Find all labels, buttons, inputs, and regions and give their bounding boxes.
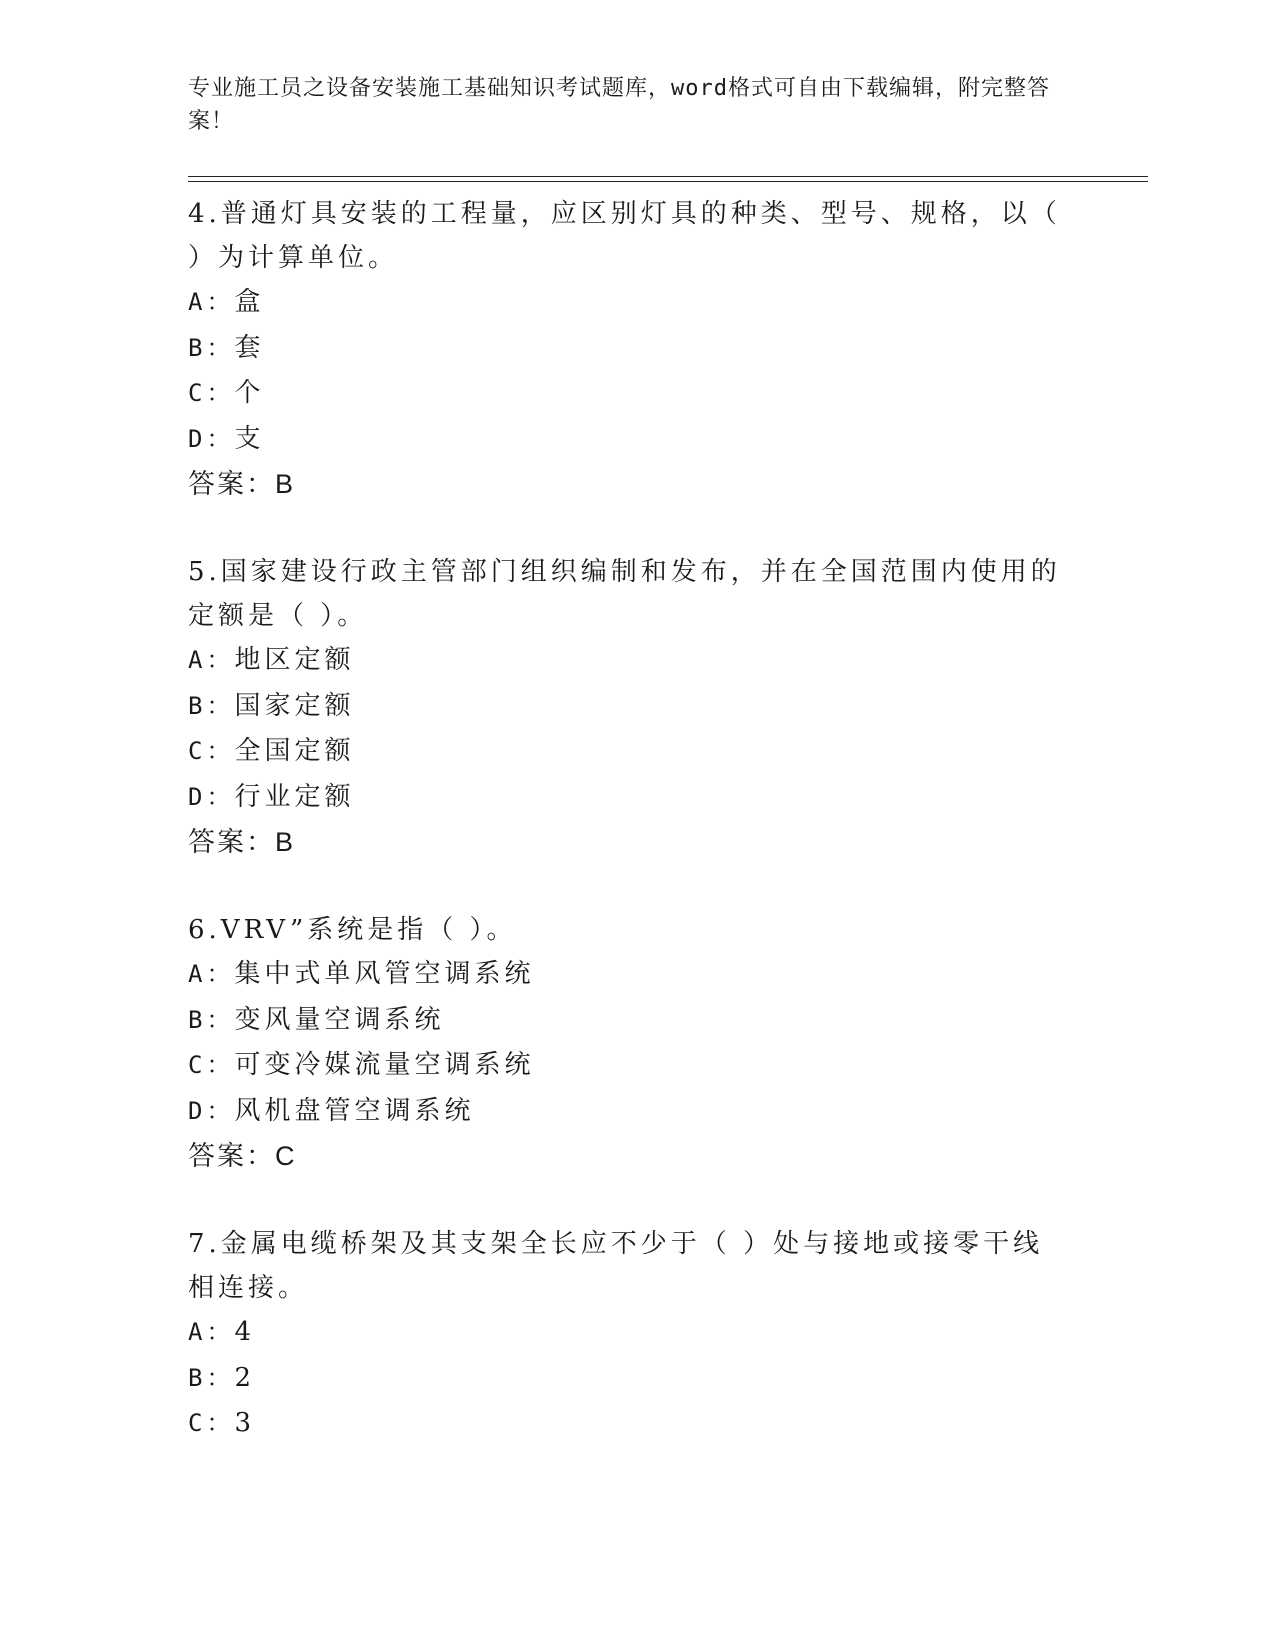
option-b — [188, 998, 1068, 1044]
answer-value: B — [275, 469, 295, 499]
question-5 — [188, 550, 1068, 865]
option-text: 可变冷媒流量空调系统 — [234, 1050, 535, 1080]
option-label: B： — [188, 1363, 235, 1392]
answer-value: C — [275, 1141, 296, 1171]
option-text: 变风量空调系统 — [234, 1004, 445, 1035]
option-label: A： — [188, 288, 235, 316]
option-label: A： — [188, 960, 235, 988]
option-c — [188, 1401, 1068, 1447]
option-a — [188, 280, 1068, 326]
option-text: 4 — [234, 1317, 255, 1347]
question-text: 6.VRV”系统是指（ ）。 — [188, 915, 517, 945]
option-label: C： — [188, 737, 235, 765]
header-text: 专业施工员之设备安装施工基础知识考试题库，word格式可自由下载编辑，附完整答案！ — [188, 76, 1050, 134]
answer-line — [188, 462, 1068, 507]
option-text: 地区定额 — [234, 645, 355, 675]
option-c — [188, 371, 1068, 417]
option-d — [188, 775, 1068, 821]
option-label: C： — [188, 1051, 235, 1079]
option-a — [188, 1310, 1068, 1356]
option-text: 全国定额 — [234, 736, 355, 766]
header-divider-bottom — [188, 181, 1148, 182]
option-text: 风机盘管空调系统 — [234, 1095, 475, 1126]
option-d — [188, 1089, 1068, 1135]
question-7 — [188, 1222, 1068, 1447]
question-text: 4.普通灯具安装的工程量，应区别灯具的种类、型号、规格，以（ ）为计算单位。 — [188, 199, 1061, 273]
option-text: 个 — [234, 378, 265, 408]
option-text: 盒 — [234, 287, 265, 317]
answer-value: B — [275, 827, 295, 857]
question-text: 7.金属电缆桥架及其支架全长应不少于（ ）处与接地或接零干线相连接。 — [188, 1229, 1044, 1303]
option-text: 套 — [234, 332, 265, 363]
option-c — [188, 1043, 1068, 1089]
answer-label: 答案： — [188, 1141, 275, 1171]
question-6 — [188, 908, 1068, 1179]
option-label: D： — [188, 424, 235, 453]
option-b — [188, 684, 1068, 730]
header-divider-top — [188, 176, 1148, 177]
answer-label: 答案： — [188, 469, 275, 499]
option-d — [188, 417, 1068, 463]
option-label: A： — [188, 646, 235, 674]
option-text: 3 — [234, 1408, 255, 1438]
option-label: C： — [188, 1409, 235, 1437]
option-label: A： — [188, 1318, 235, 1346]
question-4 — [188, 192, 1068, 507]
answer-label: 答案： — [188, 827, 275, 857]
option-a — [188, 638, 1068, 684]
option-label: B： — [188, 1005, 235, 1034]
option-text: 集中式单风管空调系统 — [234, 959, 535, 989]
answer-line — [188, 1134, 1068, 1179]
option-c — [188, 729, 1068, 775]
option-text: 国家定额 — [234, 690, 355, 721]
option-b — [188, 326, 1068, 372]
option-label: D： — [188, 1096, 235, 1125]
option-label: C： — [188, 379, 235, 407]
question-list — [188, 188, 1068, 1447]
option-label: B： — [188, 333, 235, 362]
option-label: B： — [188, 691, 235, 720]
option-a — [188, 952, 1068, 998]
option-label: D： — [188, 782, 235, 811]
question-text: 5.国家建设行政主管部门组织编制和发布，并在全国范围内使用的定额是（ ）。 — [188, 557, 1061, 631]
answer-line — [188, 820, 1068, 865]
option-text: 行业定额 — [234, 781, 355, 812]
option-text: 2 — [234, 1362, 255, 1393]
option-text: 支 — [234, 423, 265, 454]
option-b — [188, 1356, 1068, 1402]
document-header — [188, 72, 1068, 138]
